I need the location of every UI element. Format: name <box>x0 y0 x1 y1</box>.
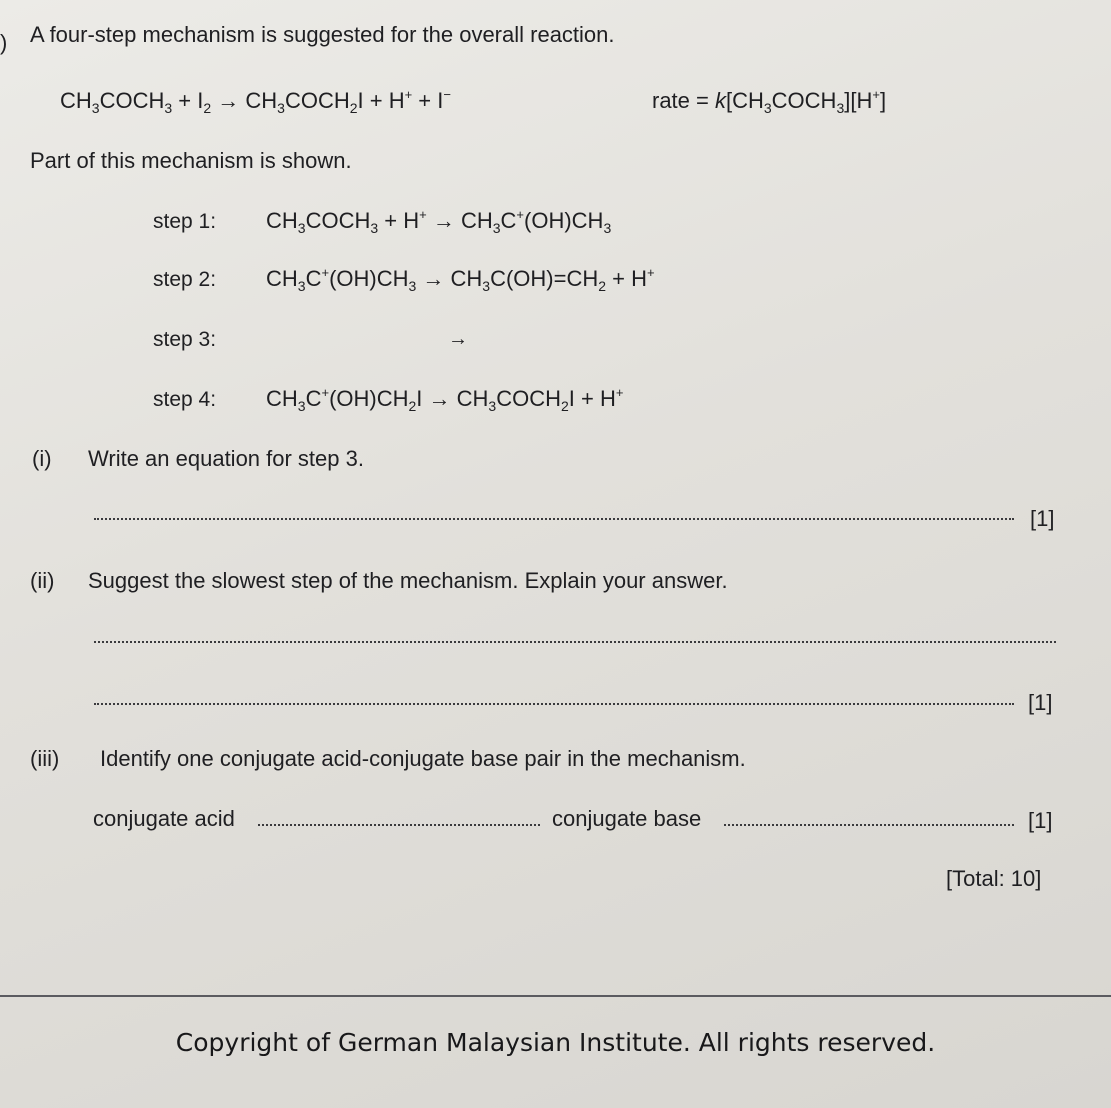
step-1-label: step 1: <box>153 210 217 233</box>
intro-text: A four-step mechanism is suggested for the overall reaction. <box>30 22 615 47</box>
answer-line-2b[interactable] <box>94 703 1014 705</box>
question-1-marks: [1] <box>1030 506 1055 531</box>
step-4-label: step 4: <box>153 388 217 411</box>
step-4-equation: $CH_3C^+(OH)CH_2I$ → $CH_3COCH_2I + H^+$ <box>266 385 624 414</box>
question-2-number: (ii) <box>30 568 55 593</box>
question-3-text: Identify one conjugate acid-conjugate base pair in the mechanism. <box>100 746 746 771</box>
answer-line-1[interactable] <box>94 518 1014 520</box>
step-2-equation: $CH_3C^+(OH)CH_3 \to CH_3C(OH)=CH_2 + H^+$ <box>266 265 655 294</box>
conjugate-base-answer-line[interactable] <box>724 824 1014 826</box>
question-1-text: Write an equation for step 3. <box>88 446 364 471</box>
overall-equation: $CH_3COCH_3 + I_2$ → $CH_3COCH_2I + H^+ + I^-$ <box>60 87 451 116</box>
conjugate-base-label: conjugate base <box>552 806 702 831</box>
step-1-equation: $CH_3COCH_3 + H^+ \to CH_3C^+(OH)CH_3$ <box>266 207 612 236</box>
conjugate-acid-answer-line[interactable] <box>258 824 540 826</box>
answer-line-2a[interactable] <box>94 641 1056 643</box>
question-3-marks: [1] <box>1028 808 1053 833</box>
copyright-footer: Copyright of German Malaysian Institute. All rights reserved. <box>175 1028 936 1057</box>
question-1-number: (i) <box>32 446 52 471</box>
conjugate-acid-label: conjugate acid <box>93 806 235 831</box>
total-marks: [Total: 10] <box>946 866 1042 891</box>
footer-divider <box>0 995 1111 997</box>
question-2-marks: [1] <box>1028 690 1053 715</box>
step-2-label: step 2: <box>153 268 217 291</box>
step-3-label: step 3: <box>153 328 217 351</box>
question-2-text: Suggest the slowest step of the mechanism. Explain your answer. <box>88 568 728 593</box>
step-3-arrow: → <box>448 328 468 350</box>
question-3-number: (iii) <box>30 746 60 771</box>
part-text: Part of this mechanism is shown. <box>30 148 352 173</box>
question-number-fragment: ) <box>0 30 8 55</box>
rate-equation: rate = $k[CH_3COCH_3][H^+]$ <box>652 87 887 116</box>
